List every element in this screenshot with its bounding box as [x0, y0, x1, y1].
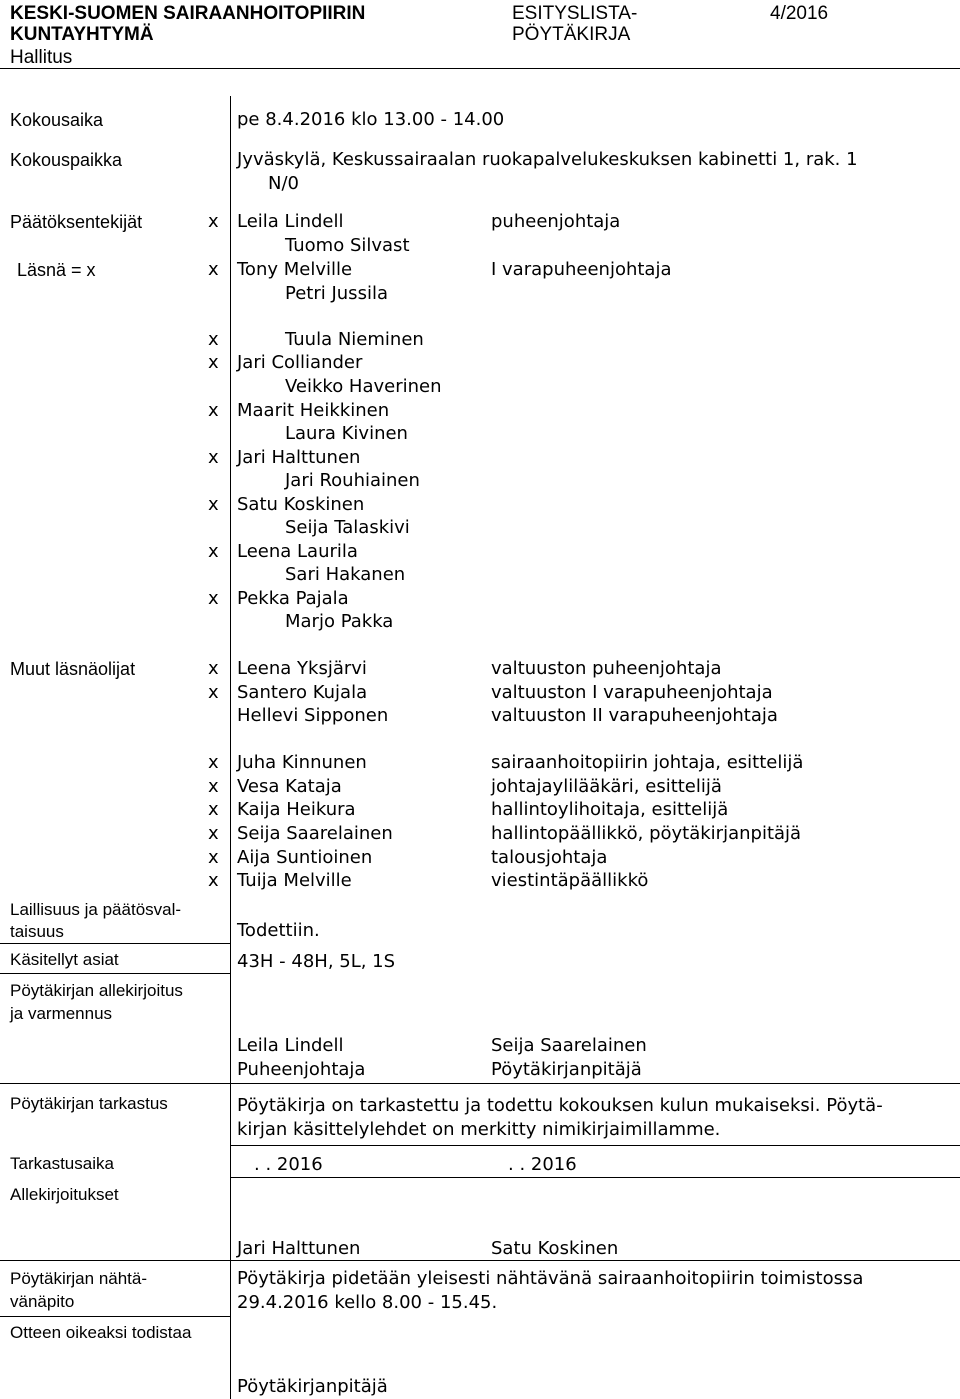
review-signatures-label: Allekirjoitukset	[10, 1185, 119, 1204]
legality-label-line2: taisuus	[10, 922, 64, 941]
attendee-role: valtuuston II varapuheenjohtaja	[491, 705, 778, 726]
other-attendees-label: Muut läsnäolijat	[10, 659, 136, 679]
reviewer1-name: Jari Halttunen	[237, 1238, 361, 1259]
review-label: Pöytäkirjan tarkastus	[10, 1094, 168, 1113]
official-name: Seija Saarelainen	[237, 823, 393, 844]
signer1-name: Leila Lindell	[237, 1035, 344, 1056]
decider-name: Tony Melville	[237, 259, 353, 280]
deputy-name: Petri Jussila	[285, 283, 388, 304]
display-text-line2: 29.4.2016 kello 8.00 - 15.45.	[237, 1292, 498, 1313]
attendee-role: valtuuston I varapuheenjohtaja	[491, 682, 773, 703]
attendee-role: valtuuston puheenjohtaja	[491, 658, 722, 679]
deputy-name: Jari Rouhiainen	[285, 470, 420, 491]
presence-mark: x	[208, 823, 219, 844]
presence-mark: x	[208, 541, 219, 562]
presence-mark: x	[208, 658, 219, 679]
official-name: Tuija Melville	[237, 870, 352, 891]
row-divider	[0, 1260, 960, 1261]
decider-name: Leila Lindell	[237, 211, 344, 232]
member-name: Satu Koskinen	[237, 494, 365, 515]
header-divider	[0, 68, 960, 69]
document-type-line1: ESITYSLISTA-	[512, 3, 638, 24]
row-divider	[0, 1316, 230, 1317]
decider-role: I varapuheenjohtaja	[491, 259, 672, 280]
row-divider	[0, 943, 230, 944]
official-role: sairaanhoitopiirin johtaja, esittelijä	[491, 752, 804, 773]
presence-mark: x	[208, 400, 219, 421]
deputy-name: Tuomo Silvast	[285, 235, 410, 256]
review-time-label: Tarkastusaika	[10, 1154, 114, 1173]
deciders-label: Päätöksentekijät	[10, 212, 143, 232]
display-label-line1: Pöytäkirjan nähtä-	[10, 1269, 148, 1288]
member-name: Maarit Heikkinen	[237, 400, 390, 421]
certify-title: Pöytäkirjanpitäjä	[237, 1376, 388, 1397]
items-value: 43H - 48H, 5L, 1S	[237, 951, 396, 972]
presence-mark: x	[208, 799, 219, 820]
presence-mark: x	[208, 752, 219, 773]
official-role: viestintäpäällikkö	[491, 870, 649, 891]
deputy-name: Tuula Nieminen	[285, 329, 424, 350]
deputy-name: Laura Kivinen	[285, 423, 408, 444]
row-divider	[0, 1083, 960, 1084]
org-name-line2: KUNTAYHTYMÄ	[10, 24, 154, 45]
presence-mark: x	[208, 776, 219, 797]
official-name: Juha Kinnunen	[237, 752, 367, 773]
signer1-title: Puheenjohtaja	[237, 1059, 366, 1080]
presence-mark: x	[208, 447, 219, 468]
deputy-name: Seija Talaskivi	[285, 517, 410, 538]
signing-label-line2: ja varmennus	[10, 1004, 113, 1023]
signing-label-line1: Pöytäkirjan allekirjoitus	[10, 981, 183, 1000]
attendee-name: Leena Yksjärvi	[237, 658, 367, 679]
official-role: hallintopäällikkö, pöytäkirjanpitäjä	[491, 823, 802, 844]
presence-mark: x	[208, 870, 219, 891]
display-label-line2: vänäpito	[10, 1292, 75, 1311]
member-name: Leena Laurila	[237, 541, 358, 562]
presence-mark: x	[208, 682, 219, 703]
official-role: johtajaylilääkäri, esittelijä	[491, 776, 722, 797]
reviewer2-name: Satu Koskinen	[491, 1238, 619, 1259]
signer2-title: Pöytäkirjanpitäjä	[491, 1059, 642, 1080]
meeting-time-value: pe 8.4.2016 klo 13.00 - 14.00	[237, 109, 505, 130]
member-name: Jari Colliander	[237, 352, 363, 373]
present-legend: Läsnä = x	[17, 260, 96, 280]
attendee-name: Hellevi Sipponen	[237, 705, 389, 726]
presence-mark: x	[208, 494, 219, 515]
review-date-1: . . 2016	[254, 1154, 323, 1175]
member-name: Jari Halttunen	[237, 447, 361, 468]
governing-body: Hallitus	[10, 47, 73, 68]
row-divider	[230, 1177, 960, 1178]
official-name: Kaija Heikura	[237, 799, 356, 820]
legality-label-line1: Laillisuus ja päätösval-	[10, 900, 182, 919]
review-date-2: . . 2016	[508, 1154, 577, 1175]
presence-mark: x	[208, 211, 219, 232]
certify-label: Otteen oikeaksi todistaa	[10, 1323, 192, 1342]
legality-value: Todettiin.	[237, 920, 320, 941]
signer2-name: Seija Saarelainen	[491, 1035, 647, 1056]
presence-mark: x	[208, 352, 219, 373]
deputy-name: Marjo Pakka	[285, 611, 394, 632]
attendee-name: Santero Kujala	[237, 682, 368, 703]
row-divider	[230, 1145, 960, 1146]
presence-mark: x	[208, 329, 219, 350]
decider-role: puheenjohtaja	[491, 211, 621, 232]
label-column-divider	[230, 96, 231, 1399]
items-label: Käsitellyt asiat	[10, 950, 119, 969]
display-text-line1: Pöytäkirja pidetään yleisesti nähtävänä sairaanhoitopiirin toimistossa	[237, 1268, 864, 1289]
row-divider	[0, 973, 230, 974]
deputy-name: Sari Hakanen	[285, 564, 406, 585]
meeting-place-value-line1: Jyväskylä, Keskussairaalan ruokapalvelukeskuksen kabinetti 1, rak. 1	[237, 149, 858, 170]
meeting-place-value-line2: N/0	[268, 173, 299, 194]
review-text-line1: Pöytäkirja on tarkastettu ja todettu kokouksen kulun mukaiseksi. Pöytä-	[237, 1095, 883, 1116]
meeting-time-label: Kokousaika	[10, 110, 104, 130]
meeting-place-label: Kokouspaikka	[10, 150, 123, 170]
official-role: talousjohtaja	[491, 847, 608, 868]
member-name: Pekka Pajala	[237, 588, 349, 609]
official-name: Vesa Kataja	[237, 776, 342, 797]
review-text-line2: kirjan käsittelylehdet on merkitty nimikirjaimillamme.	[237, 1119, 721, 1140]
document-type-line2: PÖYTÄKIRJA	[512, 24, 631, 45]
deputy-name: Veikko Haverinen	[285, 376, 442, 397]
official-name: Aija Suntioinen	[237, 847, 373, 868]
presence-mark: x	[208, 588, 219, 609]
presence-mark: x	[208, 847, 219, 868]
presence-mark: x	[208, 259, 219, 280]
document-number: 4/2016	[770, 3, 829, 24]
org-name-line1: KESKI-SUOMEN SAIRAANHOITOPIIRIN	[10, 3, 366, 24]
official-role: hallintoylihoitaja, esittelijä	[491, 799, 729, 820]
